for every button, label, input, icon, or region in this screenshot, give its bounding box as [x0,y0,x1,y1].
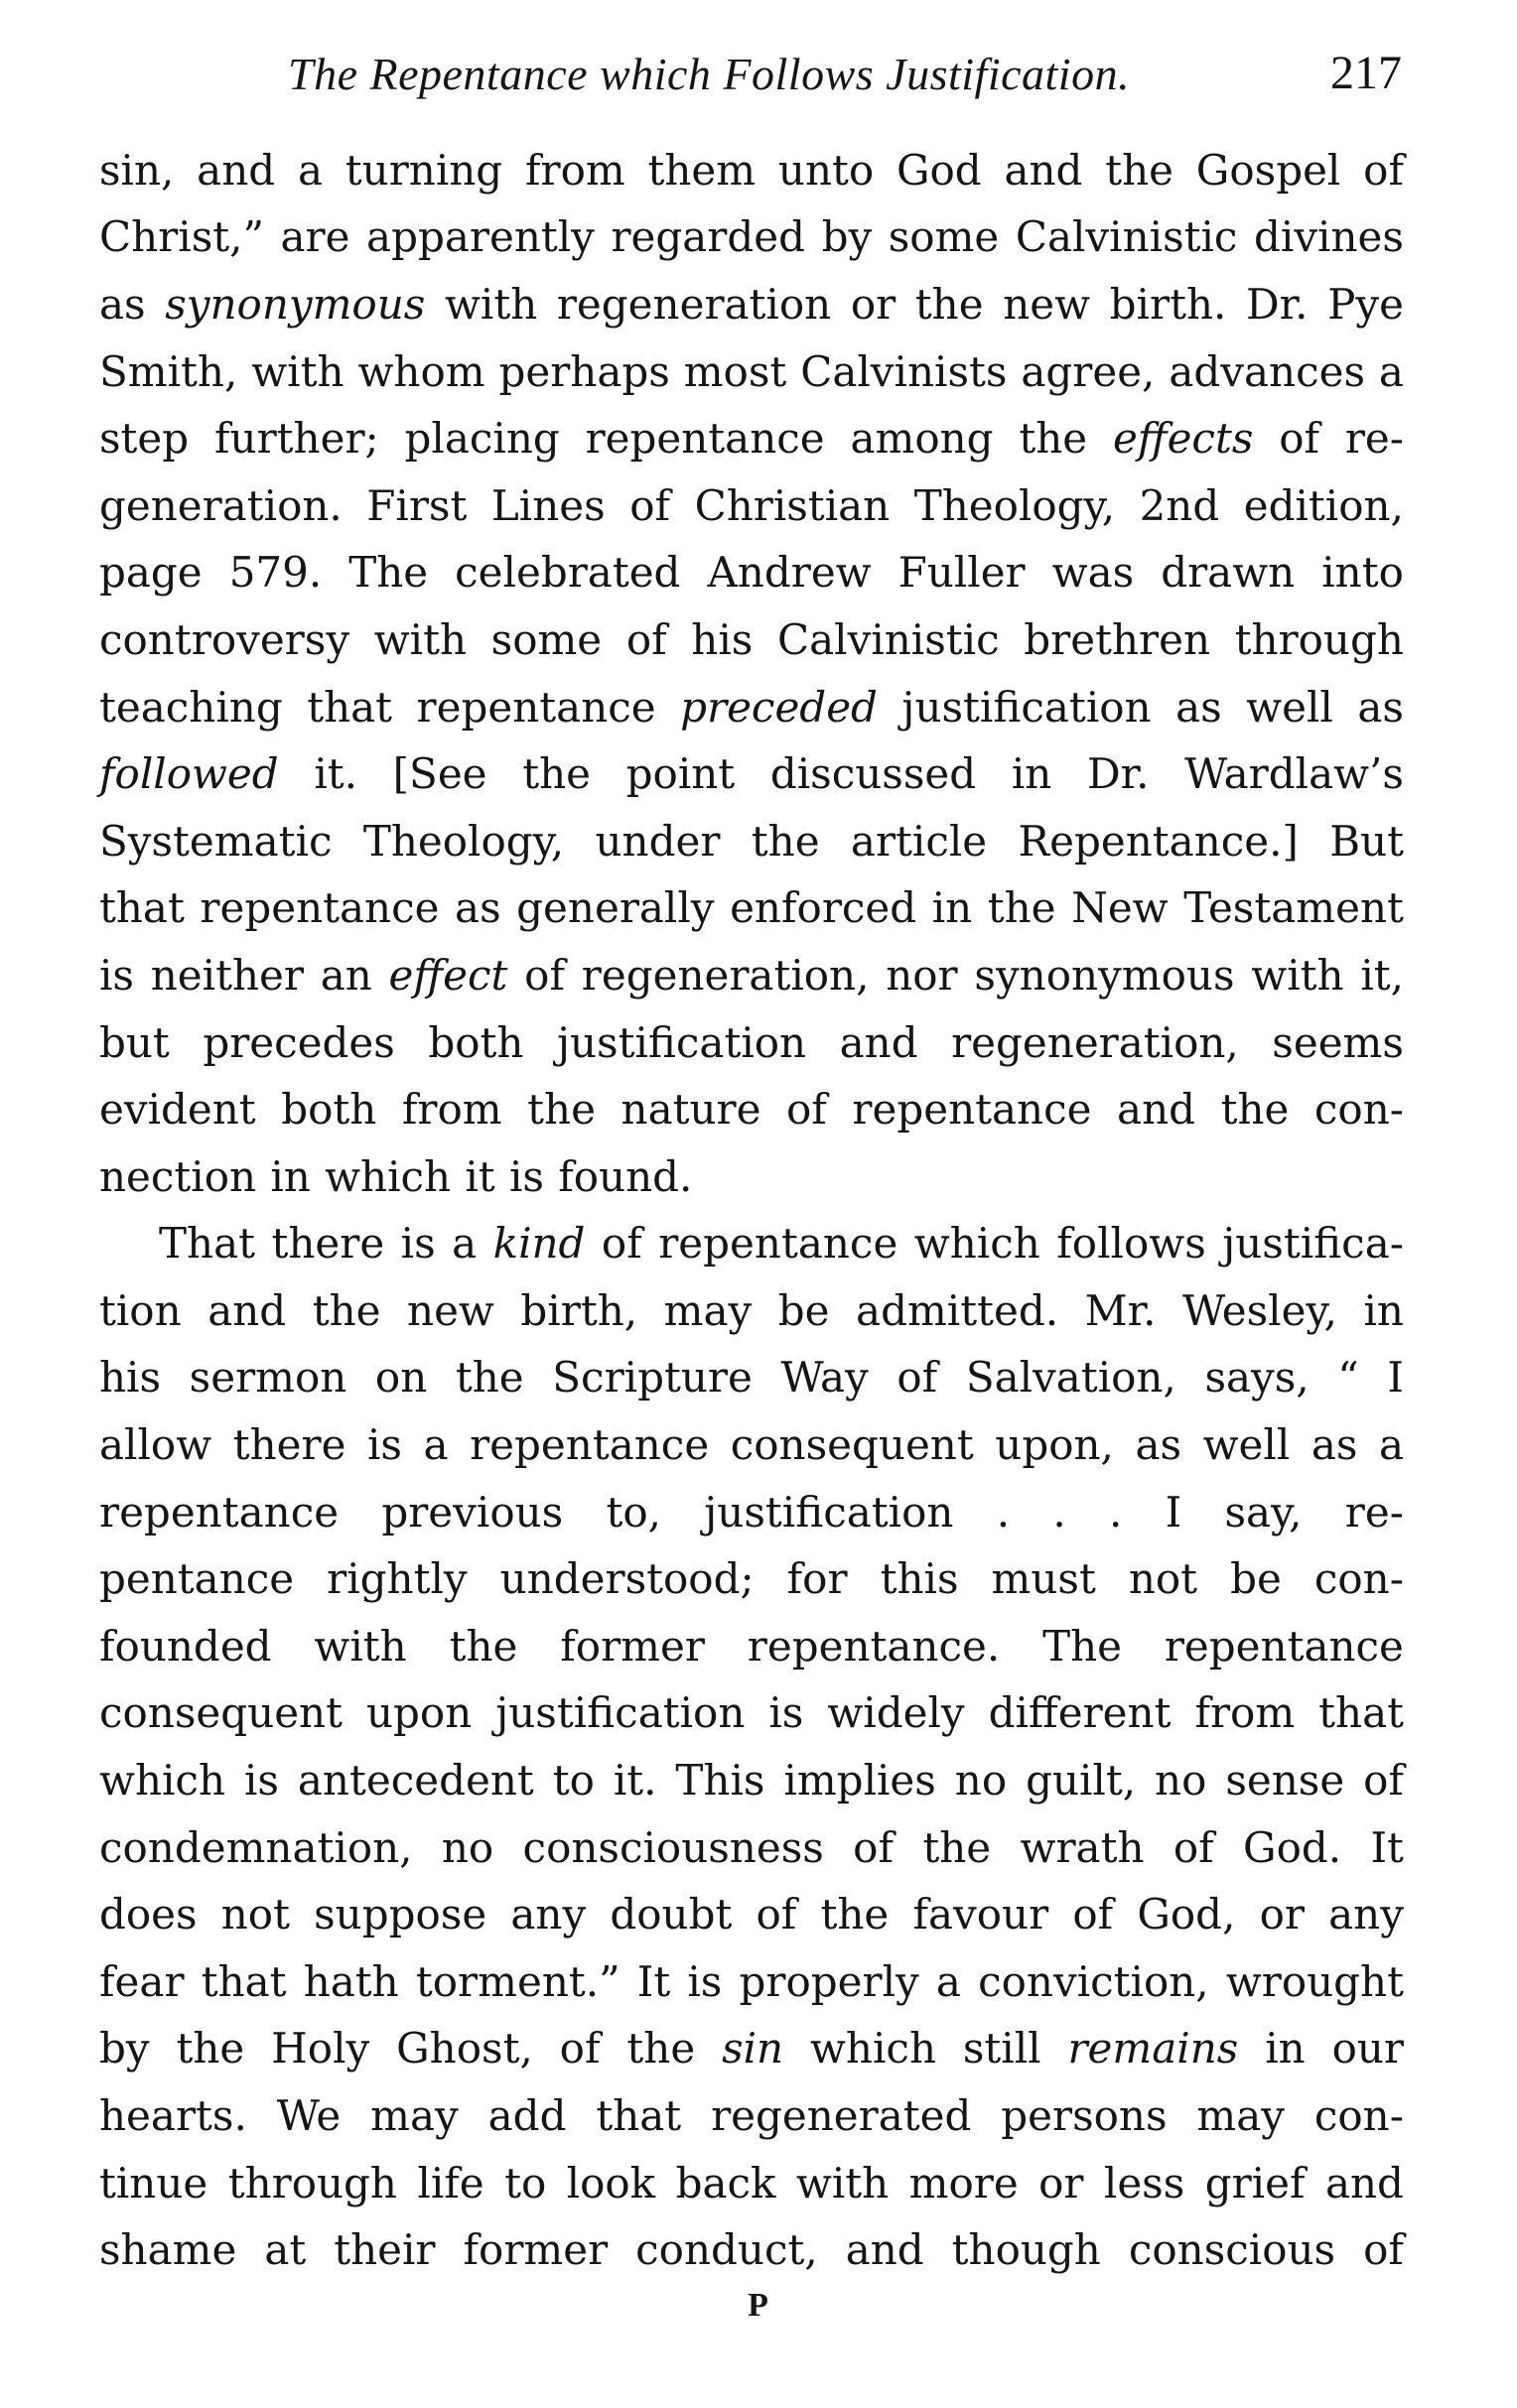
text-line: step further; placing repentance among the effects of re- [99,414,1404,464]
text-line: fear that hath torment.” It is properly a conviction, wrought [99,1956,1404,2006]
text-line: followed it. [See the point discussed in Dr. Wardlaw’s [99,749,1404,799]
text-line: sin, and a turning from them unto God and the Gospel of [99,145,1404,195]
text-line: teaching that repentance preceded justification as well as [99,682,1404,732]
text-line: nection in which it is found. [99,1151,693,1201]
text-line: tion and the new birth, may be admitted. Mr. Wesley, in [99,1285,1404,1335]
text-line: which is antecedent to it. This implies no guilt, no sense of [99,1756,1404,1806]
text-line: as synonymous with regeneration or the new birth. Dr. Pye [99,279,1404,329]
text-line: is neither an effect of regeneration, nor synonymous with it, [99,950,1404,1000]
text-line: hearts. We may add that regenerated persons may con- [99,2091,1404,2141]
text-line: founded with the former repentance. The repentance [99,1621,1404,1671]
text-line: does not suppose any doubt of the favour of God, or any [99,1890,1404,1940]
text-line: repentance previous to, justification . . . I say, re- [99,1487,1404,1537]
text-line: generation. First Lines of Christian Theology, 2nd edition, [99,480,1404,530]
text-line: condemnation, no consciousness of the wrath of God. It [99,1822,1404,1872]
body-text [99,137,1404,2284]
signature-mark: P [748,2287,769,2324]
text-line: tinue through life to look back with more or less grief and [99,2158,1404,2207]
text-line: shame at their former conduct, and though conscious of [99,2225,1404,2275]
text-line: Systematic Theology, under the article Repentance.] But [99,816,1404,866]
text-line: that repentance as generally enforced in the New Testament [99,883,1404,933]
text-line: controversy with some of his Calvinistic brethren through [99,614,1404,664]
text-line: page 579. The celebrated Andrew Fuller was drawn into [99,548,1404,598]
text-line: allow there is a repentance consequent upon, as well as a [99,1420,1404,1470]
text-line: his sermon on the Scripture Way of Salvation, says, “ I [99,1353,1404,1403]
text-line: pentance rightly understood; for this must not be con- [99,1554,1404,1604]
text-line: by the Holy Ghost, of the sin which still remains in our [99,2024,1404,2074]
text-line: consequent upon justification is widely different from that [99,1688,1404,1738]
running-head [288,42,1402,111]
page-number: 217 [1330,47,1402,99]
text-line: Smith, with whom perhaps most Calvinists agree, advances a [99,346,1404,396]
text-line: evident both from the nature of repentance and the con- [99,1085,1404,1135]
text-line: That there is a kind of repentance which follows justifica- [159,1219,1404,1269]
text-line: but precedes both justification and regeneration, seems [99,1017,1404,1067]
text-line: Christ,” are apparently regarded by some Calvinistic divines [99,212,1404,262]
running-title: The Repentance which Follows Justification. [288,49,1131,99]
